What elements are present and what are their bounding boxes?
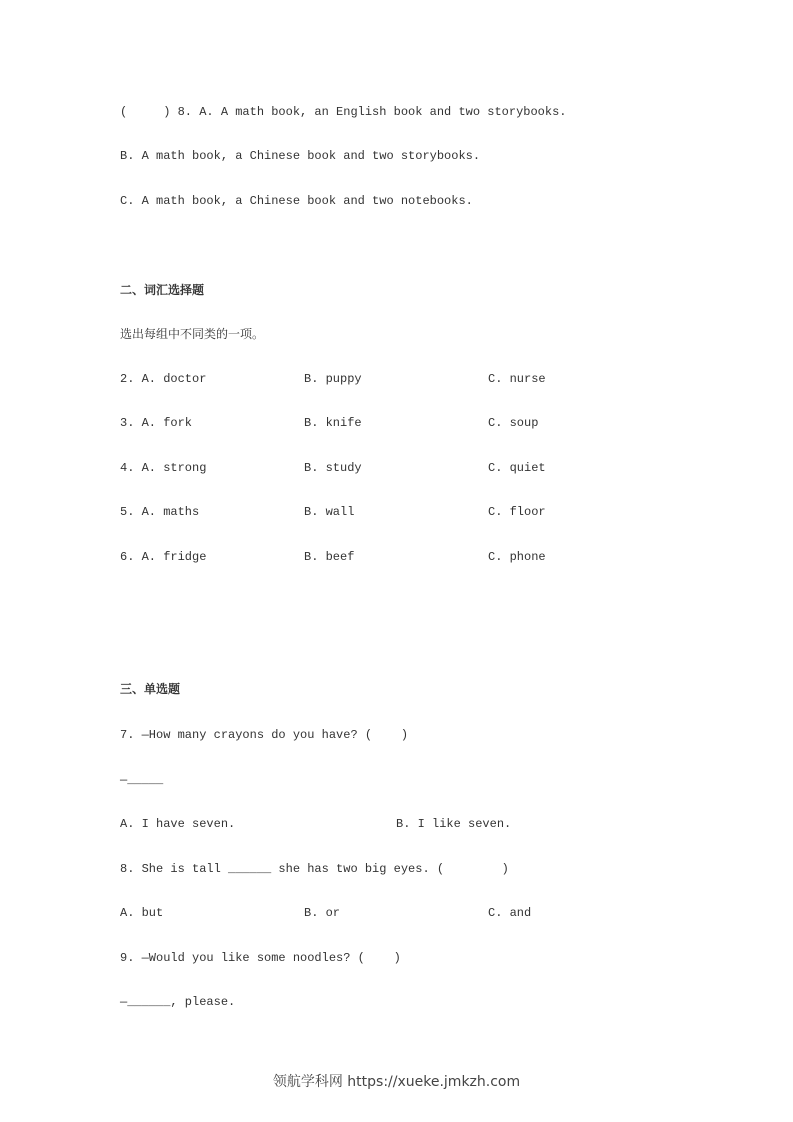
option-b: B. knife xyxy=(304,416,362,430)
section-3-heading: 三、单选题 xyxy=(120,682,181,696)
option-b: B. beef xyxy=(304,550,355,564)
question-8-option-b: B. A math book, a Chinese book and two storybooks. xyxy=(120,149,481,163)
question-7-answer-blank: —_____ xyxy=(120,773,164,787)
question-8: 8. She is tall ______ she has two big eyes. ( ) xyxy=(120,862,509,876)
question-8-option-a: ( ) 8. A. A math book, an English book and two storybooks. xyxy=(120,105,567,119)
footer-watermark: 领航学科网 https://xueke.jmkzh.com xyxy=(272,1074,521,1090)
question-7-option-a: A. I have seven. xyxy=(120,817,236,831)
option-a: 2. A. doctor xyxy=(120,372,207,386)
question-9-answer-blank: —______, please. xyxy=(120,995,236,1009)
section-2-instruction: 选出每组中不同类的一项。 xyxy=(120,327,265,341)
option-c: C. soup xyxy=(488,416,539,430)
question-9: 9. —Would you like some noodles? ( ) xyxy=(120,951,401,965)
question-8-option-c: C. A math book, a Chinese book and two notebooks. xyxy=(120,194,473,208)
option-b: B. wall xyxy=(304,505,355,519)
option-c: C. nurse xyxy=(488,372,546,386)
option-a: 6. A. fridge xyxy=(120,550,207,564)
question-8-option-a: A. but xyxy=(120,906,164,920)
option-a: 3. A. fork xyxy=(120,416,193,430)
option-a: 4. A. strong xyxy=(120,461,207,475)
question-8-option-b: B. or xyxy=(304,906,341,920)
question-7-option-b: B. I like seven. xyxy=(396,817,512,831)
option-b: B. study xyxy=(304,461,362,475)
option-a: 5. A. maths xyxy=(120,505,200,519)
option-c: C. floor xyxy=(488,505,546,519)
option-b: B. puppy xyxy=(304,372,362,386)
option-c: C. quiet xyxy=(488,461,546,475)
option-c: C. phone xyxy=(488,550,546,564)
section-2-heading: 二、词汇选择题 xyxy=(120,283,205,297)
question-8-option-c: C. and xyxy=(488,906,532,920)
question-7: 7. —How many crayons do you have? ( ) xyxy=(120,728,409,742)
